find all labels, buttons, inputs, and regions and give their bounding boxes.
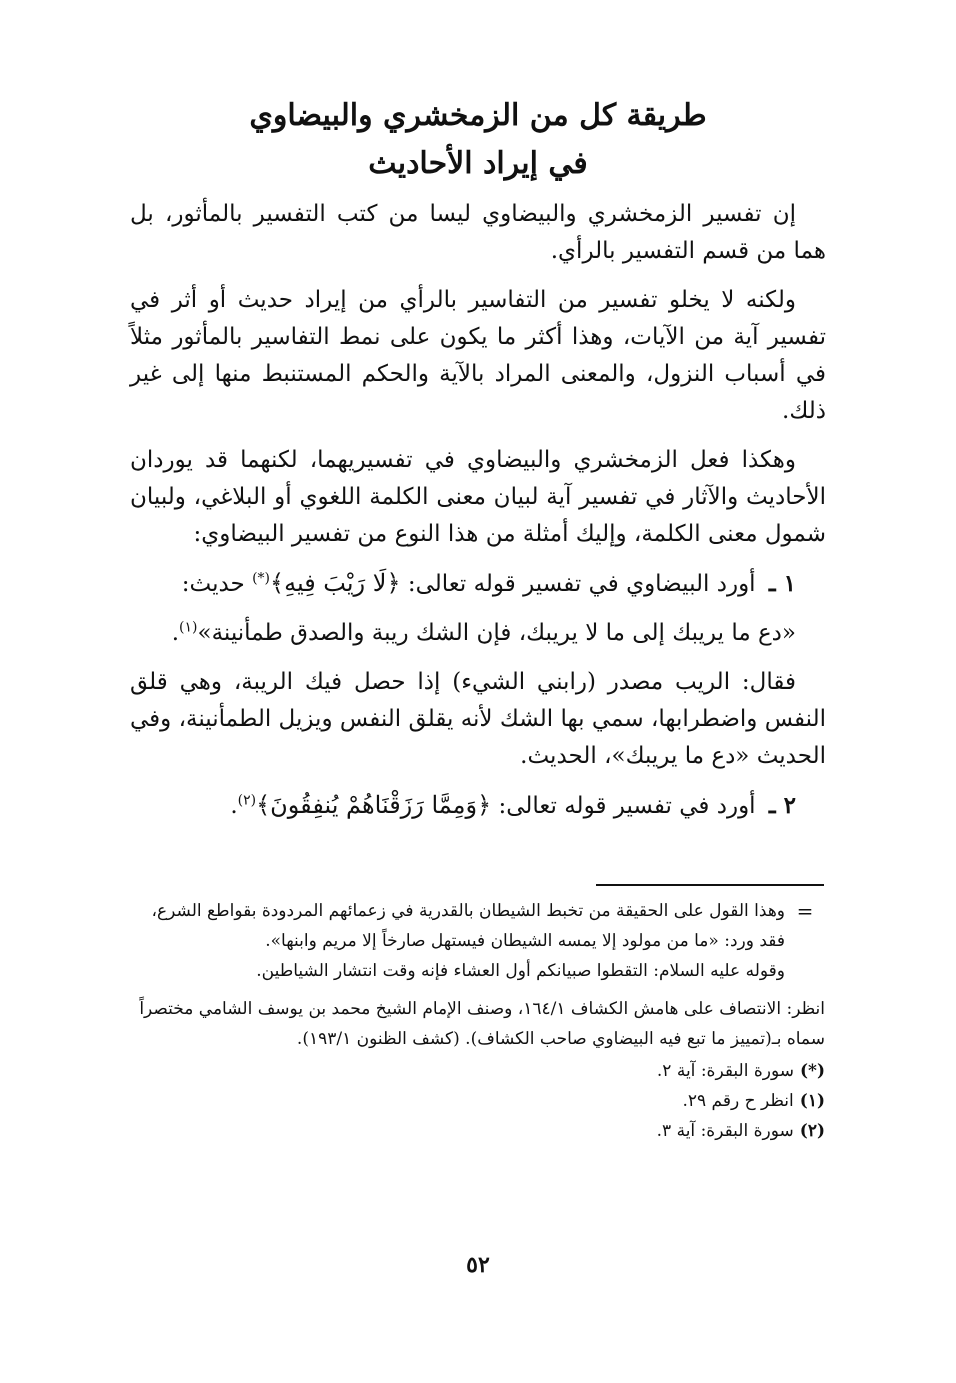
page-number: ٥٢ xyxy=(466,1252,490,1278)
footnote-mark: (١) xyxy=(799,1091,825,1111)
chapter-title-line-1: طريقة كل من الزمخشري والبيضاوي xyxy=(249,98,707,133)
chapter-title-line-2: في إيراد الأحاديث xyxy=(368,146,588,181)
item-end: . xyxy=(230,793,238,819)
footnote-item xyxy=(125,1086,825,1116)
footnote-ref: (٢) xyxy=(237,792,257,809)
footnote-ref: (١) xyxy=(179,619,198,636)
paragraph-2: ولكنه لا يخلو تفسير من التفاسير بالرأي من إيراد حديث أو أثر في تفسير آية من الآيات، وهذا أكثر ما يكون على نمط التفاسير بالمأثور مثلاً في أسباب النزول، والمعنى المراد بالآية والحكم المستنبط منها إلى غير ذلك. xyxy=(130,287,826,424)
continuation-line: وقوله عليه السلام: التقطوا صبيانكم أول العشاء فإنه وقت انتشار الشياطين. xyxy=(256,961,785,981)
item-trailing-text: حديث: xyxy=(181,571,245,597)
quran-verse: ﴿وَمِمَّا رَزَقْنَاهُمْ يُنفِقُونَ﴾ xyxy=(256,791,492,819)
explanation-paragraph: فقال: الريب مصدر (رابني الشيء) إذا حصل فيك الريبة، وهي قلق النفس واضطرابها، سمي بها الشك لأنه يقلق النفس ويزيل الطمأنينة، وفي الحديث «دع ما يريبك»، الحديث. xyxy=(130,669,826,769)
footnote-text: انظر ح رقم ٢٩. xyxy=(682,1091,794,1111)
item-number: ١ ـ xyxy=(768,570,796,597)
footnote-ref: (*) xyxy=(252,570,271,587)
continuation-mark: = xyxy=(796,899,814,923)
hadith-text: «دع ما يريبك إلى ما لا يريبك، فإن الشك ريبة والصدق طمأنينة» xyxy=(197,620,796,646)
reference-paragraph: انظر: الانتصاف على هامش الكشاف ١٦٤/١، وصنف الإمام الشيخ محمد بن يوسف الشامي مختصراً سماه بـ(تمييز ما تبع فيه البيضاوي صاحب الكشاف). (كشف الظنون ١٩٣/١). xyxy=(139,999,825,1049)
hadith-quote xyxy=(130,615,826,652)
footnote-mark: (*) xyxy=(800,1061,825,1081)
chapter-title xyxy=(130,92,826,188)
paragraph-3: وهكذا فعل الزمخشري والبيضاوي في تفسيريهما، لكنهما قد يوردان الأحاديث والآثار في تفسير آية لبيان معنى الكلمة اللغوي أو البلاغي، ولبيان شمول معنى الكلمة، وإليك أمثلة من هذا النوع من تفسير البيضاوي: xyxy=(130,447,826,547)
paragraph-1: إن تفسير الزمخشري والبيضاوي ليسا من كتب التفسير بالمأثور، بل هما من قسم التفسير بالرأي. xyxy=(130,201,826,264)
item-number: ٢ ـ xyxy=(768,792,796,819)
example-item-1 xyxy=(130,565,826,603)
footnote-continuation xyxy=(125,896,825,986)
continuation-line: فقد ورد: «ما من مولود إلا يمسه الشيطان فيستهل صارخاً إلا مريم وابنها». xyxy=(265,931,785,951)
footnotes-section xyxy=(125,896,825,1146)
quran-verse: ﴿لَا رَيْبَ فِيهِ﴾ xyxy=(270,569,401,597)
example-item-2 xyxy=(130,787,826,825)
main-text xyxy=(130,196,826,837)
footnote-separator xyxy=(596,884,824,886)
footnote-list xyxy=(125,1056,825,1146)
item-intro-text: أورد البيضاوي في تفسير قوله تعالى: xyxy=(407,571,756,597)
footnote-mark: (٢) xyxy=(799,1121,825,1141)
footnote-item xyxy=(125,1056,825,1086)
hadith-end: . xyxy=(171,620,180,646)
footnote-item xyxy=(125,1116,825,1146)
footnote-text: سورة البقرة: آية ٢. xyxy=(656,1061,795,1081)
continuation-line: وهذا القول على الحقيقة من تخبط الشيطان بالقدرية في زعمائهم المردودة بقواطع الشرع، xyxy=(151,901,785,921)
item-intro-text: أورد في تفسير قوله تعالى: xyxy=(498,793,756,819)
footnote-text: سورة البقرة: آية ٣. xyxy=(656,1121,794,1141)
